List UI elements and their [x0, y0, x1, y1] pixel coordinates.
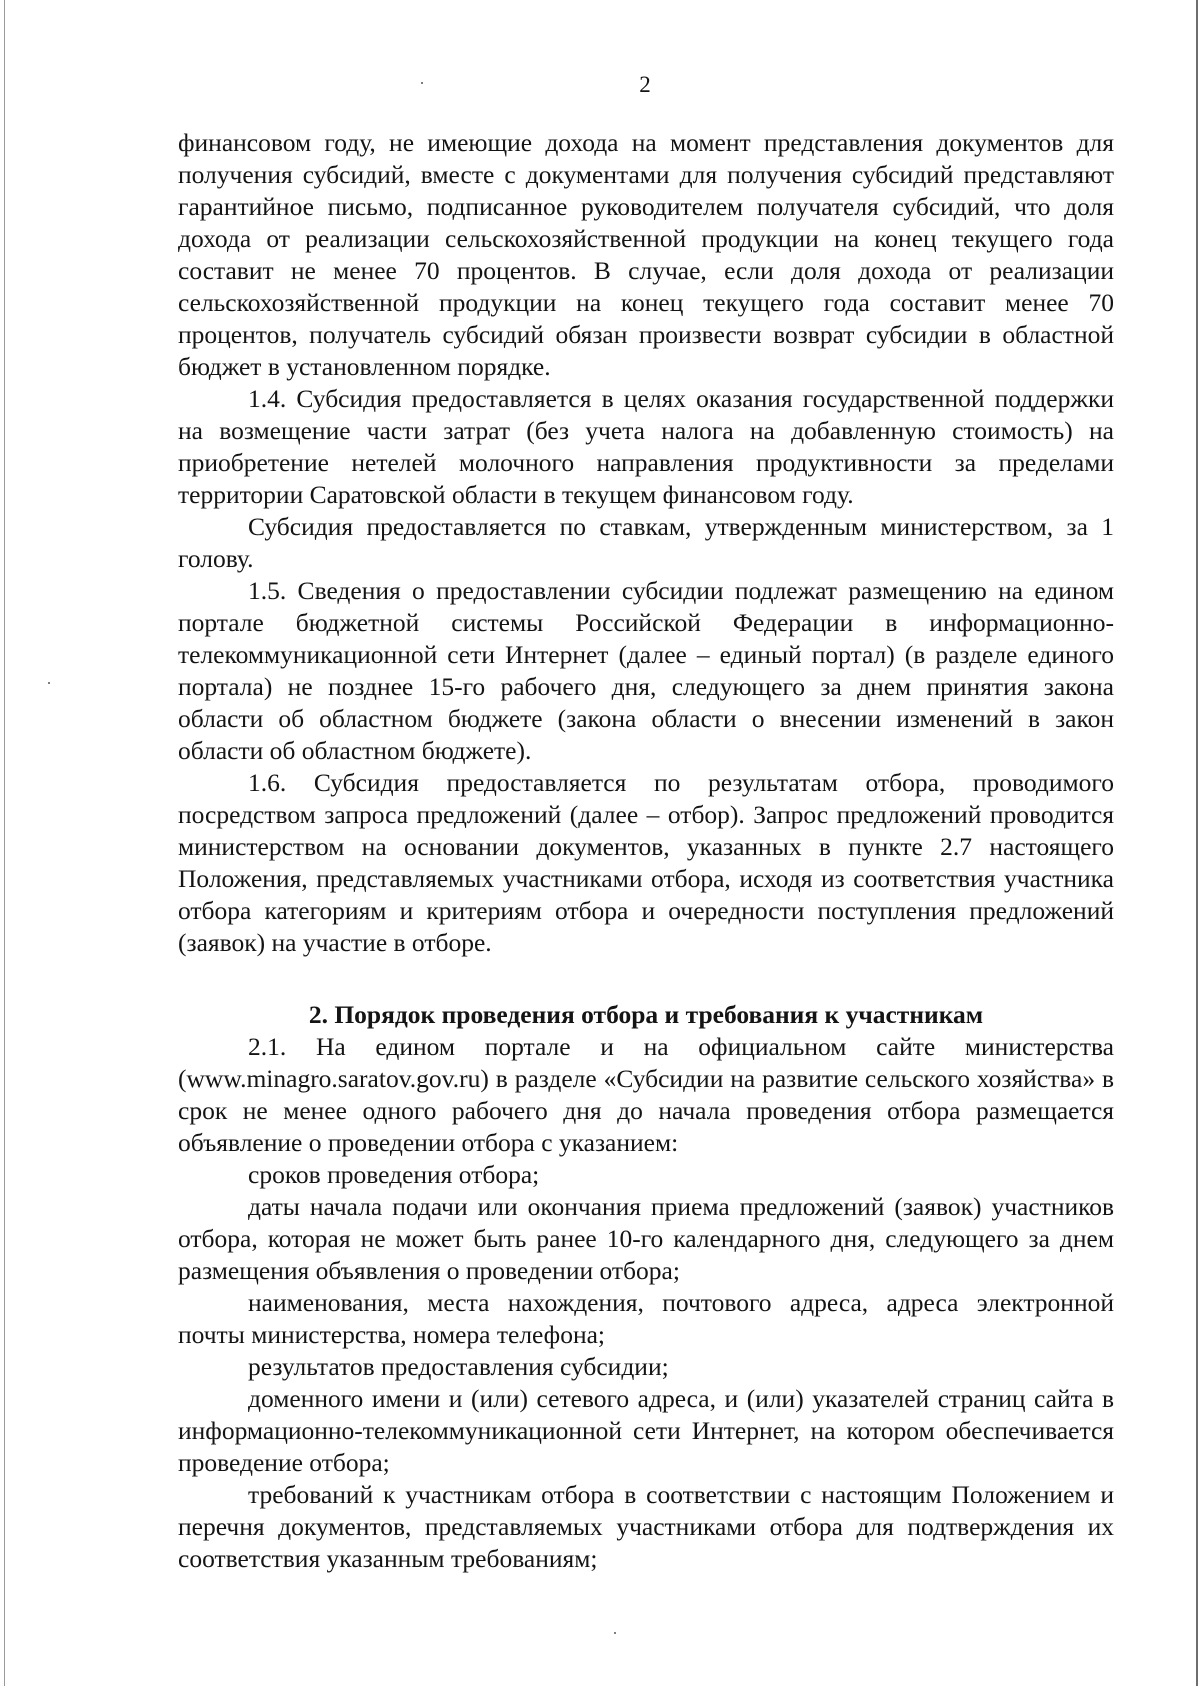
document-body: [178, 127, 1114, 1575]
paragraph-intro: финансовом году, не имеющие дохода на момент представления документов для получения субсидий, вместе с документами для получения субсидий представляют гарантийное письмо, подписанное руководителем получателя субсидий, что доля дохода от реализации сельскохозяйственной продукции на конец текущего года составит не менее 70 процентов. В случае, если доля дохода от реализации сельскохозяйственной продукции на конец текущего года составит менее 70 процентов, получатель субсидий обязан произвести возврат субсидии в областной бюджет в установленном порядке.: [178, 128, 1114, 381]
paragraph-1-6: 1.6. Субсидия предоставляется по результатам отбора, проводимого посредством запроса предложений (далее – отбор). Запрос предложений проводится министерством на основании документов, указанных в пункте 2.7 настоящего Положения, представляемых участниками отбора, исходя из соответствия участника отбора категориям и критериям отбора и очередности поступления предложений (заявок) на участие в отборе.: [178, 768, 1114, 957]
paragraph-1-5: 1.5. Сведения о предоставлении субсидии подлежат размещению на едином портале бюджетной системы Российской Федерации в информационно-телекоммуникационной сети Интернет (далее – единый портал) (в разделе единого портала) не позднее 15-го рабочего дня, следующего за днем принятия закона области об областном бюджете (закона области о внесении изменений в закон области об областном бюджете).: [178, 576, 1114, 765]
scan-edge-left: [4, 0, 5, 1686]
paragraph-1-4-rates: Субсидия предоставляется по ставкам, утвержденным министерством, за 1 голову.: [178, 512, 1114, 573]
list-item: сроков проведения отбора;: [248, 1160, 540, 1189]
scan-speck: [421, 82, 423, 84]
scan-edge-right: [1196, 0, 1198, 1686]
paragraph-1-4: 1.4. Субсидия предоставляется в целях оказания государственной поддержки на возмещение части затрат (без учета налога на добавленную стоимость) на приобретение нетелей молочного направления продуктивности за пределами территории Саратовской области в текущем финансовом году.: [178, 384, 1114, 509]
scan-speck: [614, 1632, 616, 1634]
paragraph-2-1: 2.1. На едином портале и на официальном сайте министерства (www.minagro.saratov.gov.ru) в разделе «Субсидии на развитие сельского хозяйства» в срок не менее одного рабочего дня до начала проведения отбора размещается объявление о проведении отбора с указанием:: [178, 1032, 1114, 1157]
scan-speck: [48, 682, 50, 684]
list-item: доменного имени и (или) сетевого адреса, и (или) указателей страниц сайта в информационно-телекоммуникационной сети Интернет, на котором обеспечивается проведение отбора;: [178, 1384, 1114, 1477]
page-number: 2: [639, 72, 651, 97]
list-item: требований к участникам отбора в соответствии с настоящим Положением и перечня документов, представляемых участниками отбора для подтверждения их соответствия указанным требованиям;: [178, 1480, 1114, 1573]
list-item: результатов предоставления субсидии;: [248, 1352, 669, 1381]
list-item: даты начала подачи или окончания приема предложений (заявок) участников отбора, которая не может быть ранее 10-го календарного дня, следующего за днем размещения объявления о проведении отбора;: [178, 1192, 1114, 1285]
list-item: наименования, места нахождения, почтового адреса, адреса электронной почты министерства, номера телефона;: [178, 1288, 1114, 1349]
section-2-heading: 2. Порядок проведения отбора и требования к участникам: [308, 1000, 984, 1029]
